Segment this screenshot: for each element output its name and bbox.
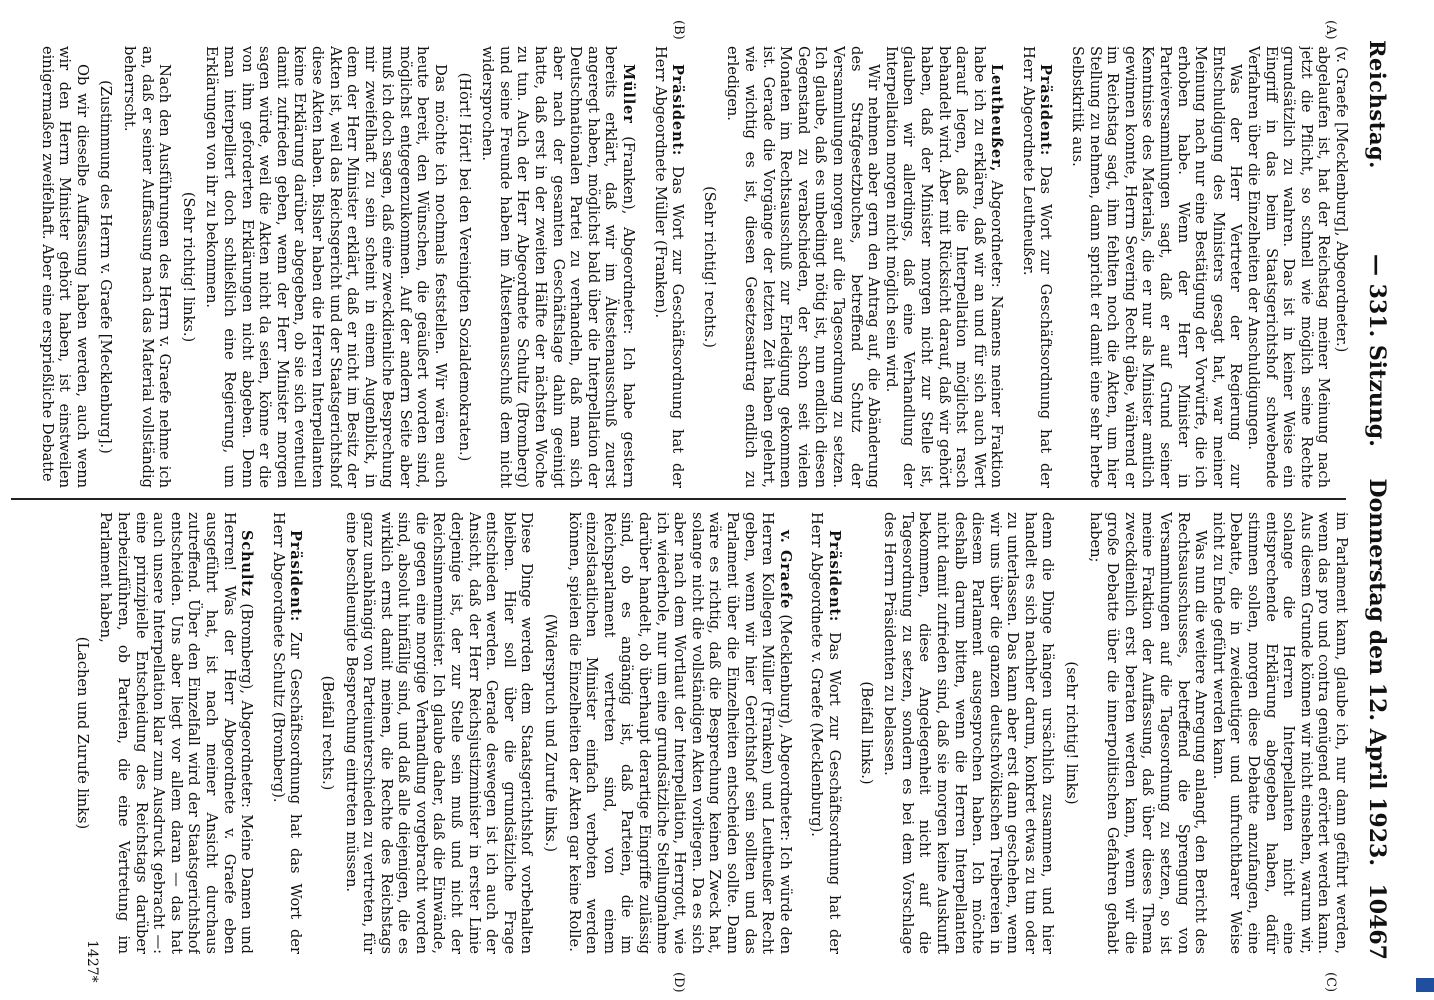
paragraph: Ob wir dieselbe Auffassung haben werden, auch wenn wir den Herrn Minister gehört haben, ist einstweilen einigermaßen zweifelhaft. Aber eine ersprießliche Debatte xyxy=(38,46,91,488)
margin-mark-b: (B) xyxy=(671,20,686,40)
speaker-name: Präsident: xyxy=(287,530,305,623)
speaker-name: Präsident: xyxy=(825,530,843,623)
header-institution: Reichstag. xyxy=(1365,40,1390,169)
speech-entry xyxy=(565,512,794,954)
speech-entry xyxy=(882,46,1005,488)
left-column xyxy=(5,46,1350,488)
interjection: (Hört! Hört! bei den Vereinigten Sozialdemokraten.) xyxy=(455,72,473,462)
sheet-signature: 1427* xyxy=(84,940,100,983)
digitization-credit xyxy=(1420,8,1434,992)
speaker-continuation: (v. Graefe [Mecklenburg], Abgeordneter.) xyxy=(1333,46,1350,353)
paragraph: Nach den Ausführungen des Herrn v. Graefe nehme ich an, daß er seiner Auffassung nach das Material vollständig beherrscht. xyxy=(121,46,174,488)
margin-mark-a: (A) xyxy=(1323,20,1338,40)
interjection: (Sehr richtig! links.) xyxy=(179,191,197,343)
right-column xyxy=(5,512,1350,954)
speech-entry xyxy=(97,512,255,954)
digitization-credit-text xyxy=(1420,8,1434,992)
interjection: (Lachen und Zurufe links) xyxy=(73,636,91,830)
margin-mark-c: (C) xyxy=(1323,972,1338,993)
paragraph: Was nun die weitere Anregung anlangt, den Bericht des Rechtsausschusses, betreffend die Sprengung von Versammlungen auf die Tagesordnung zu setzen, so ist meine Fraktion der Auffassung, daß über dieses Thema zweckdienlich erst beraten werden kann, wenn wir die große Debatte über die innerpolitischen Gefahren gehabt haben; xyxy=(1086,512,1210,954)
speech-entry xyxy=(651,46,686,488)
speech-entry xyxy=(269,512,304,954)
paragraph: im Parlament kann, glaube ich, nur dann geführt werden, wenn das pro und contra genügend erörtert werden kann. Aus diesem Grunde können wir nicht einsehen, warum wir, solange die Herren Interpellanten nicht eine entsprechende Erklärung abgegeben haben, dafür stimmen sollen, morgen diese Debatte anzufangen, eine Debatte, die in zweideutiger und unfruchtbarer Weise nicht zu Ende geführt werden kann. xyxy=(1209,512,1350,954)
speech-entry xyxy=(479,46,637,488)
speaker-name: Müller xyxy=(620,64,638,124)
interjection: (Zustimmung des Herrn v. Graefe [Mecklenburg].) xyxy=(97,80,115,454)
speaker-name: Präsident: xyxy=(1037,64,1055,157)
speech-text: (Bromberg), Abgeordneter: Meine Damen und Herren! Was der Herr Abgeordnete v. Graefe eben ausgeführt hat, ist nach meiner Ansicht durchaus zutreffend. Über den Einzelfall wird der Staatsgerichtshof entscheiden. Uns aber liegt vor allem daran — das hat auch unsere Interpellation klar zum Ausdruck gebracht —: eine prinzipielle Entscheidung des Reichstags darüber herbeizuführen, ob Parteien, die eine Vertretung im Parlament haben, xyxy=(97,512,256,954)
speech-text: (Mecklenburg), Abgeordneter: Ich würde den Herren Kollegen Müller (Franken) und Leutheußer Recht geben, wenn wir hier Gerichtshof sein sollten und das Parlament über die Einzelheiten entscheiden sollte. Dann wäre es richtig, daß die Besprechung keinen Zweck hat, solange nicht die vollständigen Akten vorliegen. Da es sich aber nach dem Wortlaut der Interpellation, Herrgott, wie ich wiederhole, nur um eine grundsätzliche Stellungnahme darüber handelt, ob überhaupt derartige Eingriffe zulässig sind, ob es angängig ist, daß Parteien, die im Reichsparlament vertreten sind, von einem einzelstaatlichen Minister einfach verboten werden können, spielen die Einzelheiten der Akten gar keine Rolle. xyxy=(565,512,794,954)
speaker-name: v. Graefe xyxy=(776,530,794,610)
paragraph: Was der Herr Vertreter der Regierung zur Entschuldigung des Ministers gesagt hat, war meiner Meinung nach nur eine Bestätigung der Vorwürfe, die ich erhoben habe. Wenn der Herr Minister in Parteiversammlungen sagt, daß er auf Grund seiner Kenntnisse des Materials, die er nur als Minister amtlich gewinnen konnte, Herrn Severing Recht gäbe, während er im Reichstag sagt, ihm fehlten noch die Akten, um hier Stellung zu nehmen, dann spricht er damit eine sehr herbe Selbstkritik aus. xyxy=(1069,46,1245,488)
speech-text: Abgeordneter: Namens meiner Fraktion habe ich zu erklären, daß wir an und für sich auch Wert darauf legen, daß die Interpellation möglichst rasch behandelt wird. Aber mit Rücksicht darauf, daß wir gehört haben, daß der Minister morgen nicht zur Stelle ist, glauben wir allerdings, daß eine Verhandlung der Interpellation morgen nicht möglich sein wird. xyxy=(882,46,1006,488)
speech-text: Das Wort zur Geschäftsordnung hat der Herr Abgeordnete v. Graefe (Mecklenburg). xyxy=(808,512,843,954)
interjection: (Sehr richtig! rechts.) xyxy=(700,186,718,348)
speaker-name: Präsident: xyxy=(669,64,687,157)
header-title xyxy=(1364,40,1390,960)
dfg-logo xyxy=(1416,978,1434,992)
paragraph: Das möchte ich nochmals feststellen. Wir wären auch heute bereit, den Wünschen, die geäußert worden sind, möglichst entgegenzukommen. Auf der andern Seite aber muß ich doch sagen, daß eine zweckdienliche Besprechung mir zweifelhaft zu sein scheint in einem Augenblick, in dem der Herr Minister erklärt, daß er nicht im Besitz der Akten ist, weil das Reichsgericht und der Staatsgerichtshof diese Akten haben. Bisher haben die Herren Interpellanten keine Erklärung darüber abgegeben, ob sie sich eventuell damit zufrieden geben, wenn der Herr Minister morgen sagen würde, weil die Akten nicht da seien, könne er die von ihm geforderten Erklärungen nicht abgeben. Denn man interpelliert doch schließlich eine Regierung, um Erklärungen von ihr zu bekommen. xyxy=(203,46,450,488)
speech-text: Zur Geschäftsordnung hat das Wort der Herr Abgeordnete Schultz (Bromberg). xyxy=(269,512,305,954)
speech-text: Das Wort zur Geschäftsordnung hat der Herr Abgeordnete Leutheußer. xyxy=(1019,46,1055,488)
interjection: (Beifall rechts.) xyxy=(318,675,336,791)
interjection: (sehr richtig! links) xyxy=(1063,661,1081,805)
column-divider xyxy=(11,498,1346,500)
page-header xyxy=(1358,40,1390,960)
speech-text: (Franken), Abgeordneter: Ich habe gestern bereits erklärt, daß wir im Ältestenausschuß zuerst angeregt haben, möglichst bald über die Interpellation der Deutschnationalen Partei zu verhandeln, daß man sich aber nach der gesamten Geschäftslage dahin geeinigt hatte, daß erst in der zweiten Hälfte der nächsten Woche zu tun. Auch der Herr Abgeordnete Schultz (Bromberg) und seine Freunde haben im Ältestenausschuß dem nicht widersprochen. xyxy=(479,46,638,488)
page-number: 10467 xyxy=(1364,883,1390,960)
speaker-name: Schultz xyxy=(238,530,256,597)
speech-entry xyxy=(808,512,843,954)
speech-text: Das Wort zur Geschäftsordnung hat der Herr Abgeordnete Müller (Franken). xyxy=(651,46,687,488)
header-date: Donnerstag den 12. April 1923. xyxy=(1364,478,1390,866)
paragraph: denn die Dinge hängen ursächlich zusammen, und hier handelt es sich nachher darum, konkret etwas zu tun oder zu unterlassen. Das kann aber erst dann geschehen, wenn wir uns über die ganzen deutschvölkischen Treibereien in diesem Parlament ausgesprochen haben. Ich möchte deshalb darum bitten, wenn die Herren Interpellanten nicht damit zufrieden sind, daß sie morgen keine Auskunft bekommen, diese Angelegenheit nicht auf die Tagesordnung zu setzen, sondern es bei dem Vorschlage des Herrn Präsidenten zu belassen. xyxy=(881,512,1057,954)
paragraph: Wir nehmen aber gern den Antrag auf, die Abänderung des Strafgesetzbuches, betreffend Schutz der Versammlungen morgen auf die Tagesordnung zu setzen. Ich glaube, daß es unbedingt nötig ist, nun endlich diesen Gegenstand zu verabschieden, der schon seit vielen Monaten im Rechtsausschuß zur Erledigung gekommen ist. Gerade die Vorgänge der letzten Zeit haben gelehrt, wie wichtig es ist, diesen Gesetzesantrag endlich zu erledigen. xyxy=(724,46,883,488)
interjection: (Widerspruch und Zurufe links.) xyxy=(542,613,560,853)
header-session: — 331. Sitzung. xyxy=(1364,254,1390,447)
paragraph: Diese Dinge werden dem Staatsgerichtshof vorbehalten bleiben. Hier soll über die grundsätzliche Frage entschieden werden. Gerade deswegen ist ich auch der Ansicht, daß der Herr Reichsjustizminister in erster Linie derjenige ist, der zur Stelle sein muß und nicht der Reichsinnenminister. Ich glaube daher, daß die Einwände, die gegen eine morgige Verhandlung vorgebracht worden sind, absolut hinfällig sind, und daß alle diejenigen, die es wirklich ernst damit meinen, die Rechte des Reichstags ganz unabhängig von Parteiunterschieden zu vertreten, für eine beschleunigte Besprechung eintreten müssen. xyxy=(342,512,536,954)
margin-mark-d: (D) xyxy=(671,972,686,993)
speech-entry xyxy=(1019,46,1054,488)
paragraph: abgelaufen ist, hat der Reichstag meiner Meinung nach jetzt die Pflicht, so schnell wie möglich seine Rechte grundsätzlich zu wahren. Das ist in keiner Weise ein Eingriff in das beim Staatsgerichtshof schwebende Verfahren über die Einzelheiten der Anschuldigungen. xyxy=(1245,46,1333,488)
interjection: (Beifall links.) xyxy=(857,681,875,785)
speaker-name: Leutheußer, xyxy=(988,64,1006,173)
